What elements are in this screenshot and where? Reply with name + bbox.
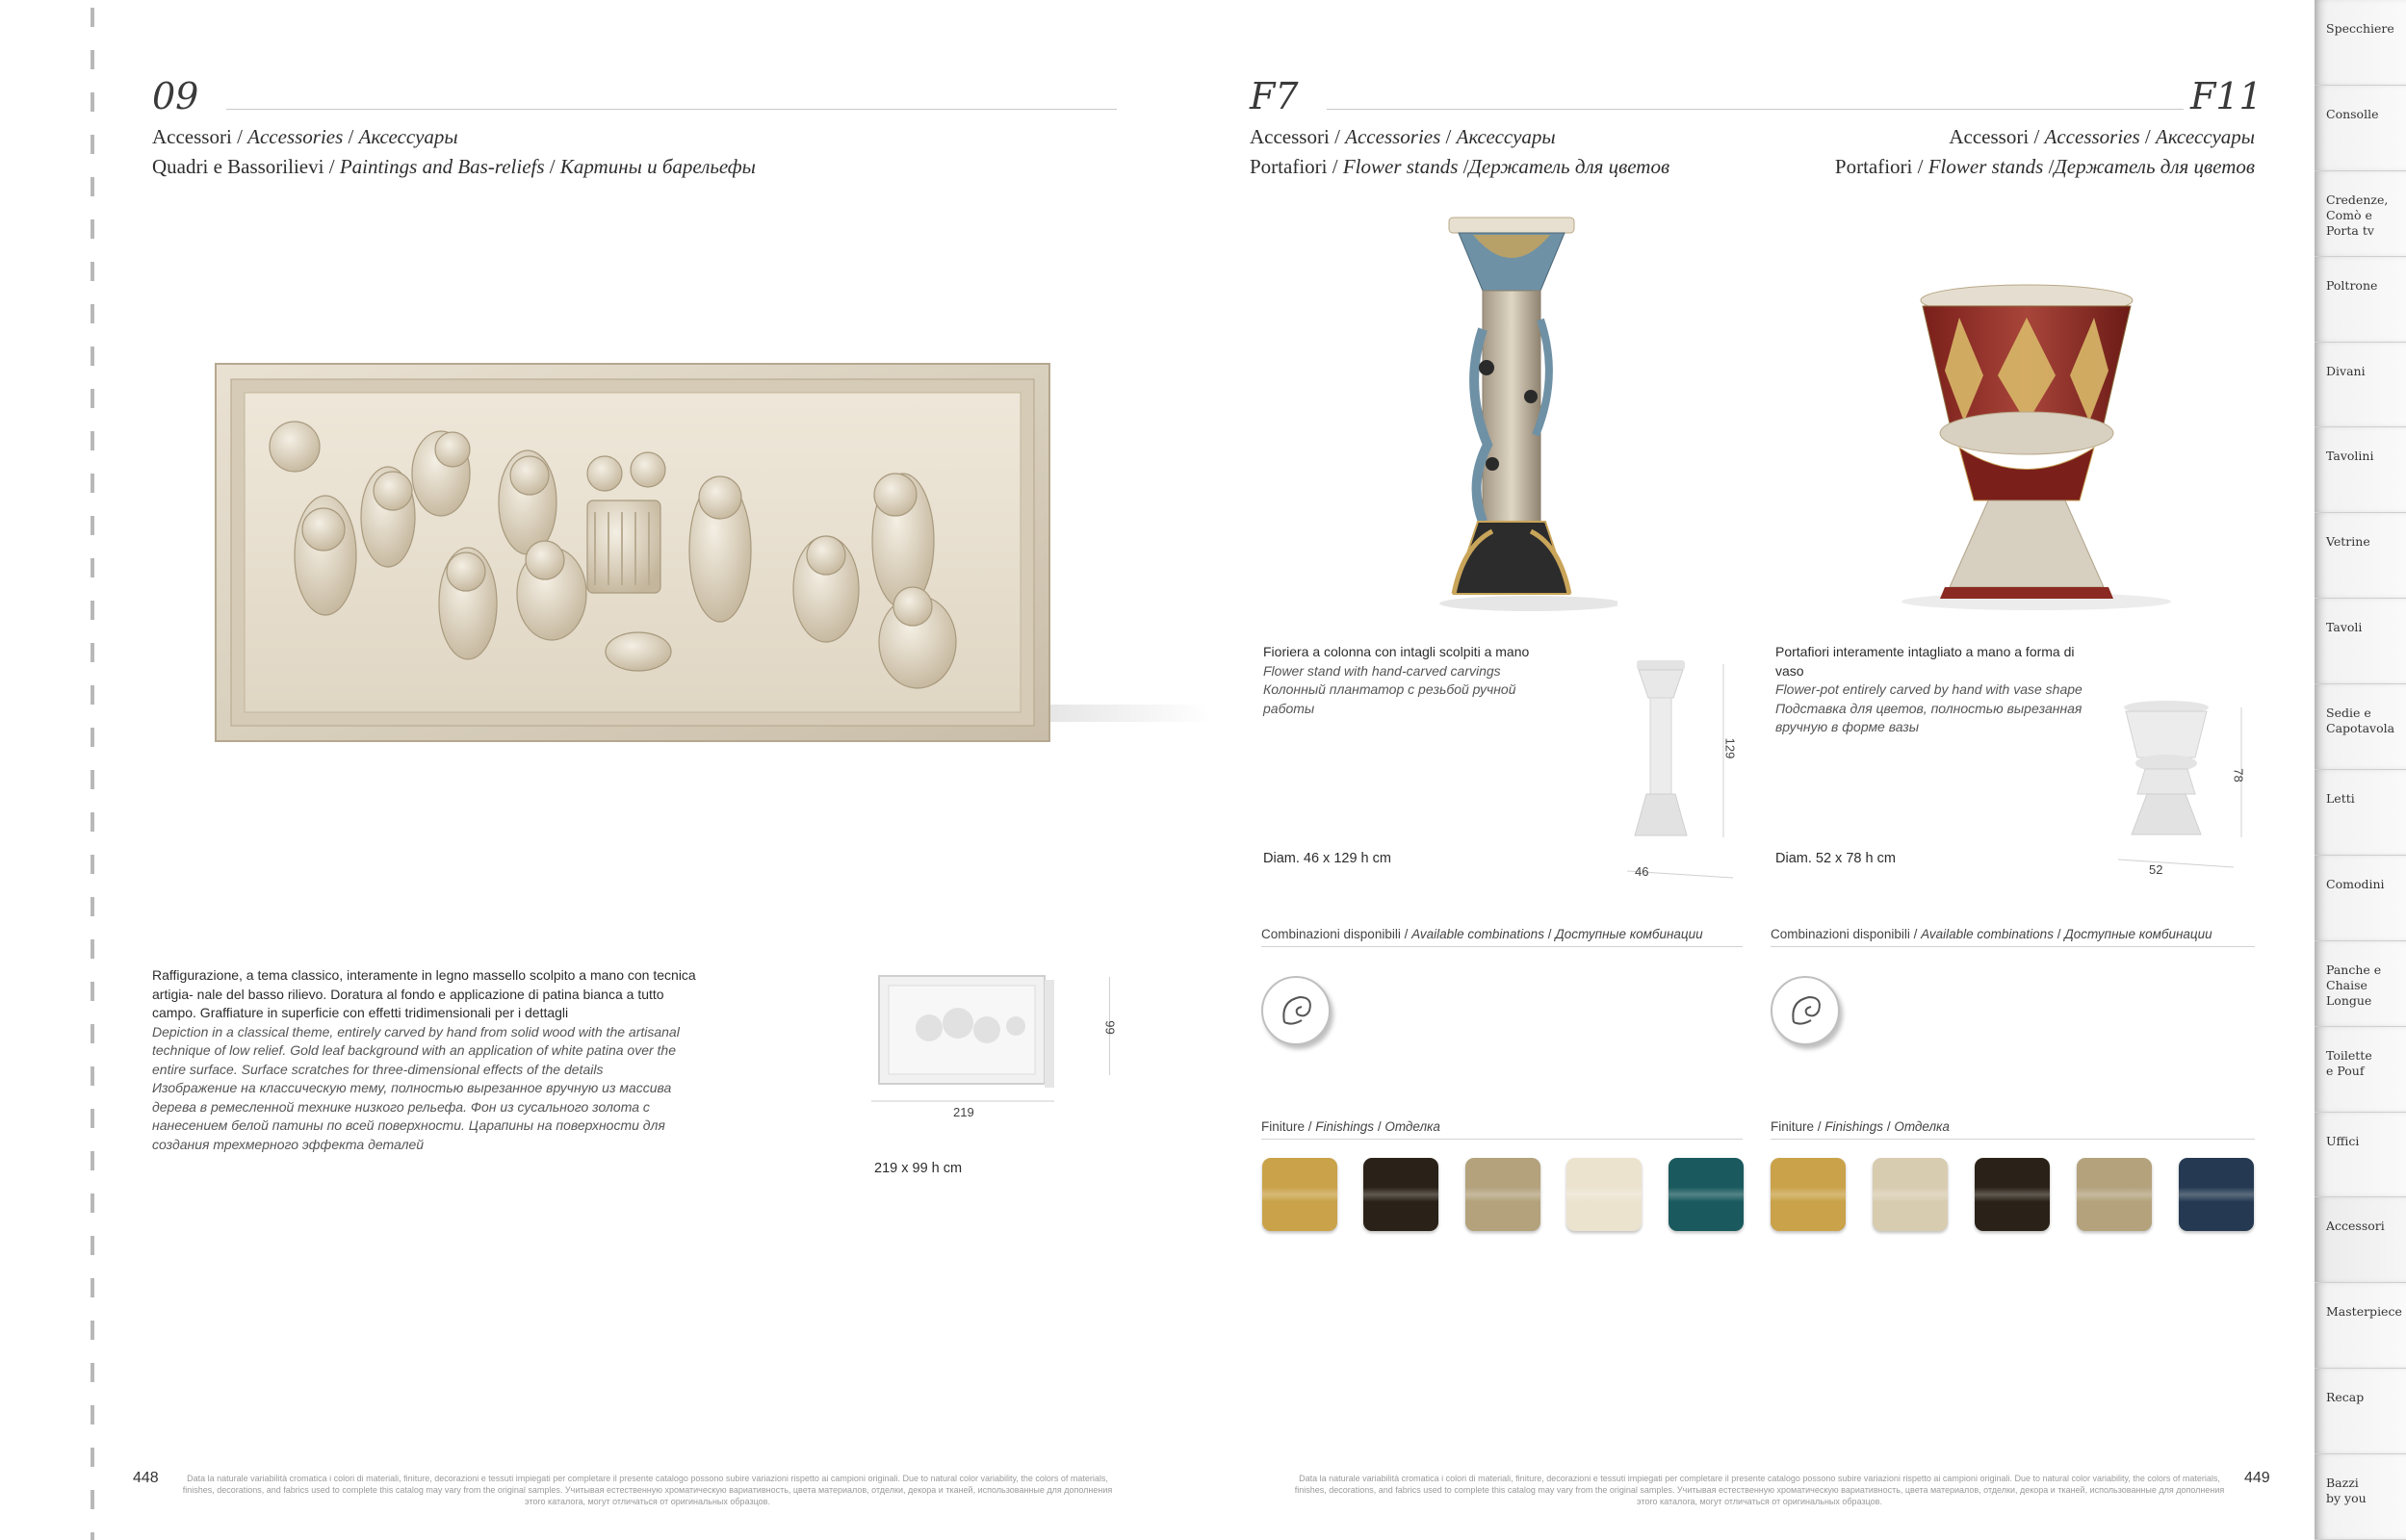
f11-drawing bbox=[2118, 698, 2253, 871]
f11-combinations-label: Combinazioni disponibili / Available combinations / Доступные комбинации bbox=[1771, 927, 2212, 941]
f7-width-label: 46 bbox=[1635, 864, 1649, 879]
finish-swatch-teal[interactable] bbox=[1669, 1158, 1744, 1231]
bas-relief-drawing bbox=[871, 970, 1064, 1105]
dimensions: 219 x 99 h cm bbox=[874, 1161, 963, 1176]
tab-label: Tavolini bbox=[2326, 449, 2374, 464]
tab-comodini[interactable] bbox=[2315, 856, 2406, 941]
ornament-icon bbox=[1263, 978, 1329, 1043]
finish-swatch-silver-gold[interactable] bbox=[2077, 1158, 2152, 1231]
tab-divani[interactable] bbox=[2315, 343, 2406, 428]
finish-swatch-gold[interactable] bbox=[1771, 1158, 1846, 1231]
product-code-f11: F11 bbox=[2190, 75, 2263, 117]
rule bbox=[1261, 946, 1743, 947]
tab-consolle[interactable] bbox=[2315, 86, 2406, 171]
footer-disclaimer: Data la naturale variabilità cromatica i colori di materiali, finiture, decorazioni e tessuti impiegati per completare il presente catalogo possono subire variazioni rispetto ai campioni originali. Due to natural color variability, the colors of materials, finishes, decorations, and fabrics used to complete this catalog may vary from the original samples. Учитывая естественную хроматическую вариативность, цвета материалов, отделки, декора и тканей, использованные для дополнения этого каталога, могут отличаться от оригинальных образцов. bbox=[182, 1474, 1113, 1506]
tab-label: Toilette e Pouf bbox=[2326, 1047, 2372, 1078]
finish-swatch-silver-gold[interactable] bbox=[1465, 1158, 1540, 1231]
tab-label: Recap bbox=[2326, 1390, 2365, 1405]
tab-label: Panche e Chaise Longue bbox=[2326, 962, 2382, 1008]
tab-bazzi-by-you[interactable] bbox=[2315, 1454, 2406, 1540]
tab-credenze-comò-e-porta-tv[interactable] bbox=[2315, 171, 2406, 257]
category-line: Accessori / Accessories / Аксессуары bbox=[152, 125, 458, 148]
tab-recap[interactable] bbox=[2315, 1369, 2406, 1454]
tab-label: Divani bbox=[2326, 363, 2366, 378]
bas-relief-image bbox=[210, 358, 1211, 753]
tab-label: Comodini bbox=[2326, 876, 2385, 891]
f7-finishes-label: Finiture / Finishings / Отделка bbox=[1261, 1119, 1440, 1134]
rule bbox=[1771, 946, 2255, 947]
f11-height-label: 78 bbox=[2231, 768, 2246, 783]
subcategory-line-f11: Portafiori / Flower stands /Держатель для цветов bbox=[1834, 155, 2255, 178]
tab-masterpiece[interactable] bbox=[2315, 1283, 2406, 1369]
tab-letti[interactable] bbox=[2315, 770, 2406, 856]
f7-combinations-label: Combinazioni disponibili / Available combinations / Доступные комбинации bbox=[1261, 927, 1703, 941]
f11-finishes-label: Finiture / Finishings / Отделка bbox=[1771, 1119, 1950, 1134]
tab-label: Tavoli bbox=[2326, 620, 2363, 635]
tab-uffici[interactable] bbox=[2315, 1113, 2406, 1198]
finish-swatch-gold[interactable] bbox=[1262, 1158, 1337, 1231]
f7-drawing bbox=[1627, 654, 1743, 886]
tab-label: Bazzi by you bbox=[2326, 1476, 2367, 1506]
f11-dimensions: Diam. 52 x 78 h cm bbox=[1775, 851, 1896, 866]
rule bbox=[1771, 1139, 2255, 1140]
width-label: 219 bbox=[953, 1105, 974, 1119]
subcategory-line: Quadri e Bassorilievi / Paintings and Bas-reliefs / Картины и барельефы bbox=[152, 155, 756, 178]
tab-label: Specchiere bbox=[2326, 21, 2394, 36]
finish-swatch-black-gold[interactable] bbox=[1363, 1158, 1438, 1231]
footer-disclaimer: Data la naturale variabilità cromatica i colori di materiali, finiture, decorazioni e tessuti impiegati per completare il presente catalogo possono subire variazioni rispetto ai campioni originali. Due to natural color variability, the colors of materials, finishes, decorations, and fabrics used to complete this catalog may vary from the original samples. Учитывая естественную хроматическую вариативность, цвета материалов, отделки, декора и тканей, использованные для дополнения этого каталога, могут отличаться от оригинальных образцов. bbox=[1294, 1474, 2225, 1506]
ornament-icon bbox=[1772, 978, 1838, 1043]
f11-combination-icon[interactable] bbox=[1771, 976, 1840, 1045]
binding-marks bbox=[91, 8, 94, 1540]
tab-label: Sedie e Capotavola bbox=[2326, 706, 2395, 736]
f11-width-label: 52 bbox=[2149, 862, 2163, 877]
tab-accessori[interactable] bbox=[2315, 1197, 2406, 1283]
product-code: 09 bbox=[152, 75, 199, 117]
f7-dimensions: Diam. 46 x 129 h cm bbox=[1263, 851, 1391, 866]
category-tabs bbox=[2315, 0, 2406, 1540]
header-rule bbox=[1327, 109, 2184, 110]
f7-combination-icon[interactable] bbox=[1261, 976, 1331, 1045]
product-code-f7: F7 bbox=[1250, 75, 1299, 117]
f11-description: Portafiori interamente intagliato a mano a forma di vaso Flower-pot entirely carved by hand with vase shape Подставка для цветов, полностью вырезанная вручную в форме вазы bbox=[1775, 644, 2083, 734]
tab-tavolini[interactable] bbox=[2315, 427, 2406, 513]
height-label: 99 bbox=[1102, 1020, 1118, 1035]
finish-swatch-ivory-gold[interactable] bbox=[1873, 1158, 1948, 1231]
finish-swatch-ivory[interactable] bbox=[1566, 1158, 1642, 1231]
tab-label: Accessori bbox=[2326, 1219, 2385, 1234]
tab-label: Consolle bbox=[2326, 106, 2379, 121]
tab-label: Masterpiece bbox=[2326, 1304, 2402, 1320]
tab-label: Uffici bbox=[2326, 1133, 2360, 1148]
tab-panche-e-chaise-longue[interactable] bbox=[2315, 941, 2406, 1027]
rule bbox=[1261, 1139, 1743, 1140]
product-description: Raffigurazione, a tema classico, interamente in legno massello scolpito a mano con tecnica artigia- nale del basso rilievo. Doratura al fondo e applicazione di patina bianca a tutto campo. Graffiature in superficie con effetti tridimensionali per i dettagli Depiction in a classical theme, entirely carved by hand from solid wood with the artisanal technique of low relief. Gold leaf background with an application of white patina over the entire surface. Surface scratches for three-dimensional effects of the details Изображение на классическую тему, полностью вырезанное вручную из массива дерева в ремесленной технике низкого рельефа. Фон из сусального золота с нанесением белой патины по всей поверхности. Царапины на поверхности для создания трехмерного эффекта деталей bbox=[152, 967, 696, 1152]
page-number: 449 bbox=[2244, 1470, 2270, 1486]
tab-tavoli[interactable] bbox=[2315, 599, 2406, 684]
tab-specchiere[interactable] bbox=[2315, 0, 2406, 86]
subcategory-line-f7: Portafiori / Flower stands /Держатель для цветов bbox=[1250, 155, 1670, 178]
column-flower-stand-image bbox=[1425, 214, 1617, 618]
finish-swatch-black-gold[interactable] bbox=[1975, 1158, 2050, 1231]
f7-description: Fioriera a colonna con intagli scolpiti a mano Flower stand with hand-carved carvings Колонный плантатор с резьбой ручной работы bbox=[1263, 644, 1530, 716]
f7-height-label: 129 bbox=[1722, 737, 1738, 759]
tab-label: Poltrone bbox=[2326, 277, 2378, 293]
category-line-f7: Accessori / Accessories / Аксессуары bbox=[1250, 125, 1556, 148]
tab-label: Vetrine bbox=[2326, 534, 2370, 550]
tab-sedie-e-capotavola[interactable] bbox=[2315, 684, 2406, 770]
tab-toilette-e-pouf[interactable] bbox=[2315, 1027, 2406, 1113]
tab-poltrone[interactable] bbox=[2315, 257, 2406, 343]
finish-swatch-navy[interactable] bbox=[2179, 1158, 2254, 1231]
vase-flower-stand-image bbox=[1892, 279, 2296, 616]
tab-label: Letti bbox=[2326, 791, 2355, 806]
page-number: 448 bbox=[133, 1470, 159, 1486]
tab-label: Credenze, Comò e Porta tv bbox=[2326, 192, 2389, 238]
header-rule bbox=[226, 109, 1117, 110]
tab-vetrine[interactable] bbox=[2315, 513, 2406, 599]
category-line-f11: Accessori / Accessories / Аксессуары bbox=[1949, 125, 2255, 148]
